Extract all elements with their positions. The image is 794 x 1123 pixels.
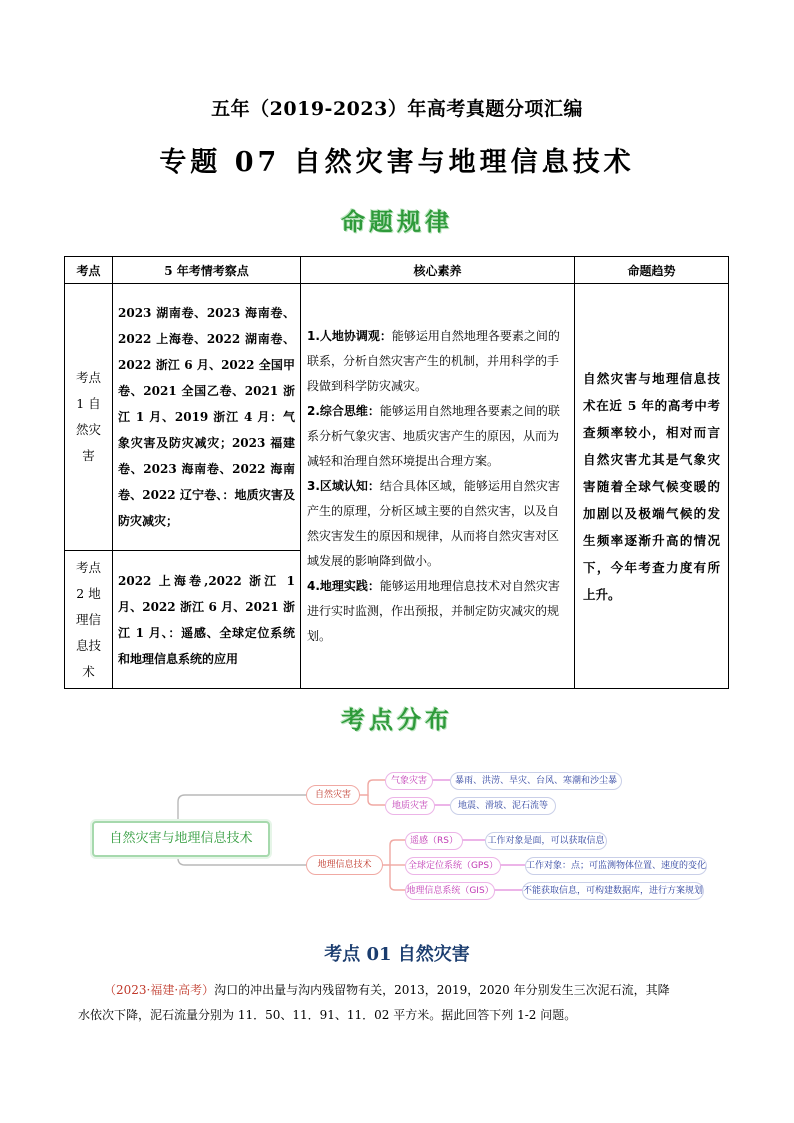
core-item: 1.人地协调观：能够运用自然地理各要素之间的联系，分析自然灾害产生的机制，并用科学的手段做到科学防灾减灾。 (307, 328, 560, 393)
core-item: 3.区域认知：结合具体区域，能够运用自然灾害产生的原理，分析区域主要的自然灾害，以及自然灾害发生的原因和规律，从而将自然灾害对区域发展的影响降到做小。 (307, 478, 560, 568)
mindmap-leaf-rs: 工作对象是面，可以获取信息 (485, 832, 607, 850)
mindmap-node-meteorological: 气象灾害 (385, 772, 433, 790)
header-core: 核心素养 (301, 257, 575, 284)
question-text-1: 沟口的冲出量与沟内残留物有关，2013，2019，2020 年分别发生三次泥石流，其降 (214, 983, 670, 997)
papers-2: 2022 上海卷,2022 浙江 1 月、2022 浙江 6 月、2021 浙江 1 月、：遥感、全球定位系统和地理信息系统的应用 (113, 551, 301, 689)
question-line-1 (104, 978, 724, 1003)
mindmap-node-gps: 全球定位系统（GPS） (405, 857, 501, 875)
trend-cell: 自然灾害与地理信息技术在近 5 年的高考中考查频率较小，相对而言自然灾害尤其是气象灾害随着全球气候变暖的加剧以及极端气候的发生频率逐渐升高的情况下，今年考查力度有所上升。 (575, 284, 729, 689)
mindmap-root-label: 自然灾害与地理信息技术 (109, 831, 253, 846)
header-papers: 5 年考情考察点 (113, 257, 301, 284)
mindmap-leaf-meteorological: 暴雨、洪涝、旱灾、台风、寒潮和沙尘暴 (450, 772, 622, 790)
section-title-distribution: 考点分布 (341, 705, 453, 734)
section-heading-1: 考点 01 自然灾害 (324, 944, 470, 965)
mindmap-branch-disasters: 自然灾害 (306, 785, 360, 805)
kaodian-1: 考点 1 自然灾害 (65, 284, 113, 551)
kaodian-2: 考点 2 地理信息技术 (65, 551, 113, 689)
header-kaodian: 考点 (65, 257, 113, 284)
topic-title: 专题 07 自然灾害与地理信息技术 (159, 147, 635, 178)
mindmap-leaf-geological: 地震、滑坡、泥石流等 (450, 797, 556, 815)
question-source: （2023·福建·高考） (104, 983, 215, 997)
mindmap-leaf-gis: 不能获取信息，可构建数据库，进行方案规划 (522, 882, 704, 900)
page-title: 五年（2019-2023）年高考真题分项汇编 (211, 98, 583, 120)
papers-1: 2023 湖南卷、2023 海南卷、2022 上海卷、2022 湖南卷、2022 浙江 6 月、2022 全国甲卷、2021 全国乙卷、2021 浙江 1 月、2019 浙江 4 月：气象灾害及防灾减灾；2023 福建卷、2023 海南卷、2022 海南卷、2022 辽宁卷、：地质灾害及防灾减灾； (113, 284, 301, 551)
mindmap-node-gis: 地理信息系统（GIS） (405, 882, 495, 900)
core-item: 2.综合思维：能够运用自然地理各要素之间的联系分析气象灾害、地质灾害产生的原因，从而为减轻和治理自然环境提出合理方案。 (307, 403, 560, 468)
core-item: 4.地理实践：能够运用地理信息技术对自然灾害进行实时监测，作出预报，并制定防灾减灾的规划。 (307, 578, 560, 643)
section-title-rules: 命题规律 (341, 207, 453, 236)
header-trend: 命题趋势 (575, 257, 729, 284)
mindmap-leaf-gps: 工作对象：点；可监测物体位置、速度的变化 (525, 857, 707, 875)
mindmap-node-rs: 遥感（RS） (405, 832, 463, 850)
mindmap-branch-gis: 地理信息技术 (306, 855, 383, 875)
mindmap-node-geological: 地质灾害 (385, 797, 435, 815)
mindmap-root (92, 821, 270, 857)
question-line-2: 水依次下降，泥石流量分别为 11．50、11．91、11．02 平方米。据此回答下列 1-2 问题。 (78, 1008, 577, 1022)
